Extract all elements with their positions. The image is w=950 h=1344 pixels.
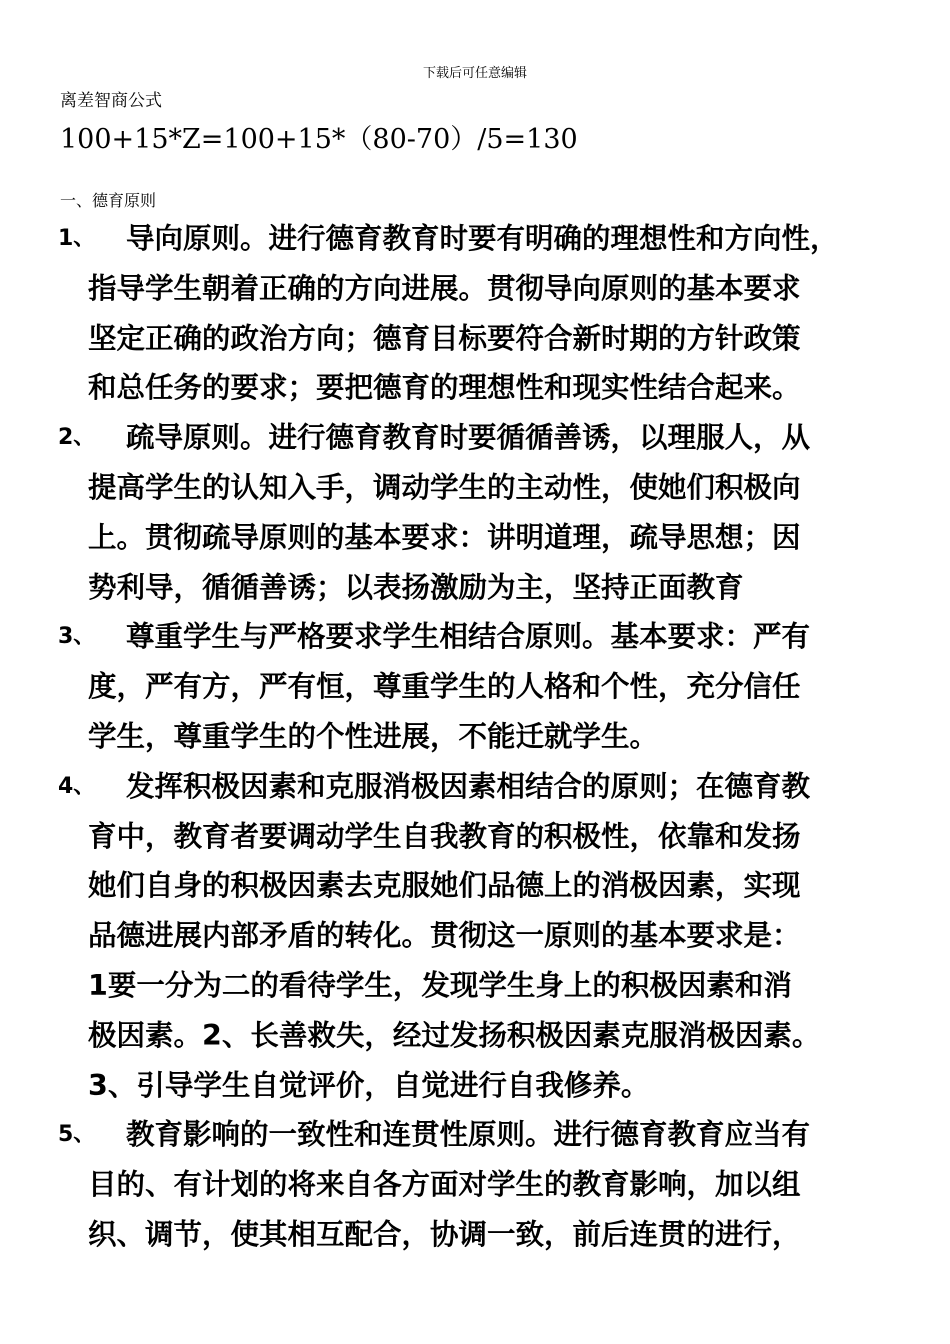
principle-list <box>0 214 950 1260</box>
principle-text: 导向原则。进行德育教育时要有明确的理想性和方向性， 指导学生朝着正确的方向进展。贯彻导向原则的基本要求 坚定正确的政治方向；德育目标要符合新时期的方针政策 和总任务的要求；要把德育的理想性和现实性结合起来。 <box>88 222 839 405</box>
principle-text: 教育影响的一致性和连贯性原则。进行德育教育应当有 目的、有计划的将来自各方面对学生的教育影响，加以组 织、调节，使其相互配合，协调一致，前后连贯的进行， <box>88 1118 811 1251</box>
principle-item-4 <box>0 762 900 1111</box>
principle-number: 2、 <box>58 425 96 451</box>
principle-item-5 <box>0 1110 900 1259</box>
principle-text: 疏导原则。进行德育教育时要循循善诱，以理服人，从 提高学生的认知入手，调动学生的主动性，使她们积极向 上。贯彻疏导原则的基本要求：讲明道理，疏导思想；因 势利导，循循善诱；以表扬激励为主，坚持正面教育 <box>88 421 811 604</box>
principle-text: 发挥积极因素和克服消极因素相结合的原则；在德育教 育中，教育者要调动学生自我教育的积极性，依靠和发扬 她们自身的积极因素去克服她们品德上的消极因素，实现 品德进展内部矛盾的转化。贯彻这一原则的基本要求是： 1要一分为二的看待学生，发现学生身上的积极因素和消 极因素。2、长善救失，经过发扬积极因素克服消极因素。 3、引导学生自觉评价，自觉进行自我修养。 <box>88 769 821 1102</box>
document-title: 离差智商公式 <box>60 91 162 111</box>
principle-number: 5、 <box>58 1122 96 1148</box>
principle-number: 3、 <box>58 624 96 650</box>
principle-number: 4、 <box>58 773 96 799</box>
formula-line: 100+15*Z=100+15*（80-70）/5=130 <box>60 124 578 155</box>
principle-item-3 <box>0 612 900 761</box>
principle-text: 尊重学生与严格要求学生相结合原则。基本要求：严有 度，严有方，严有恒，尊重学生的人格和个性，充分信任 学生，尊重学生的个性进展，不能迁就学生。 <box>88 620 811 753</box>
principle-item-2 <box>0 413 900 612</box>
section-heading: 一、德育原则 <box>60 191 157 210</box>
principle-item-1 <box>0 214 900 413</box>
page-header-note: 下载后可任意编辑 <box>422 66 527 81</box>
principle-number: 1、 <box>58 226 96 251</box>
